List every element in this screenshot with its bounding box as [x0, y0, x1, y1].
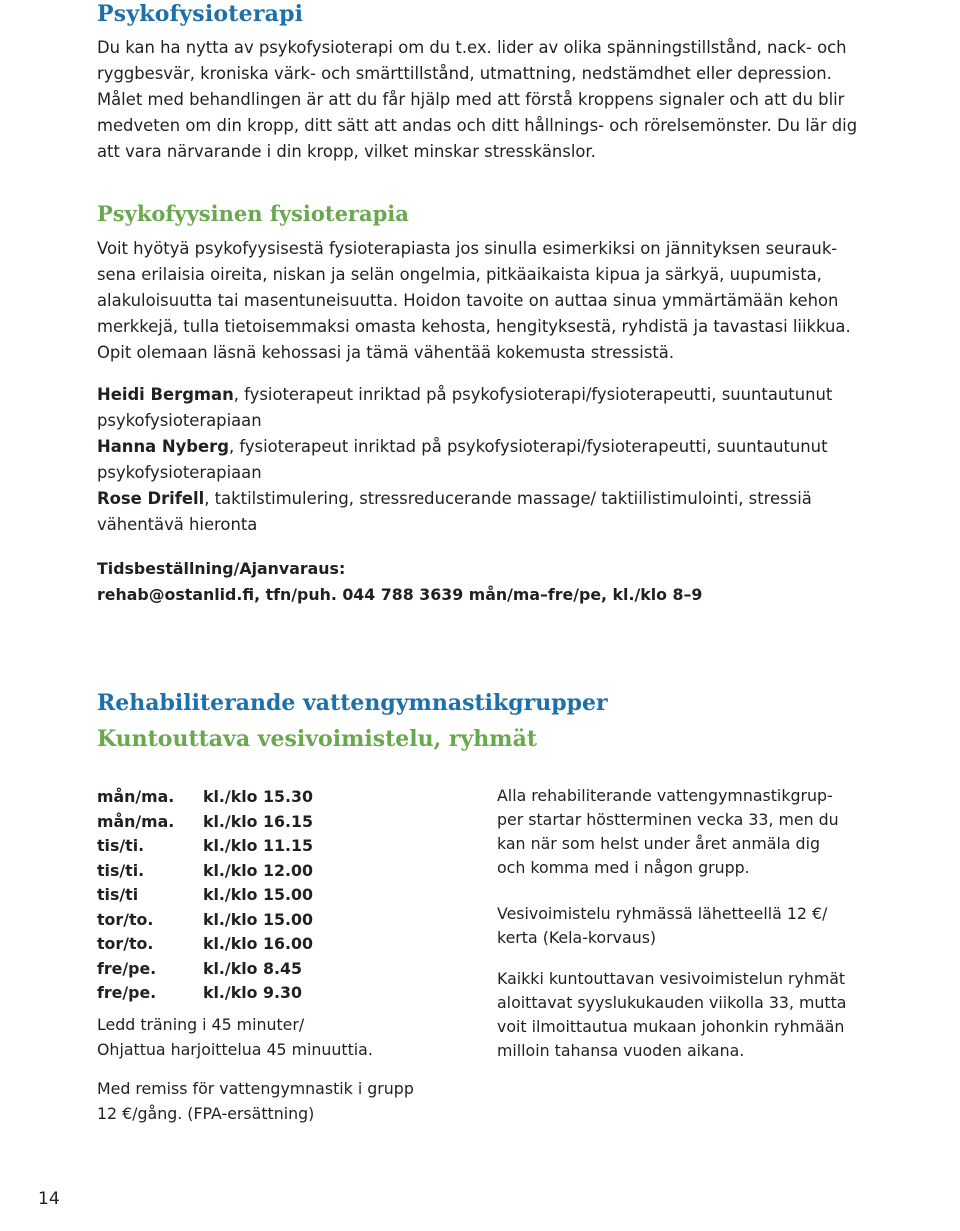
text-line: Opit olemaan läsnä kehossasi ja tämä vähentää kokemusta stressistä. [97, 343, 675, 362]
staff-name: Heidi Bergman [97, 385, 234, 404]
section-title-psykofysioterapi: Psykofysioterapi [97, 1, 304, 27]
staff-role-continued: psykofysioterapiaan [97, 463, 262, 482]
section-title-vattengymnastik: Rehabiliterande vattengymnastikgrupper [97, 690, 608, 716]
staff-entry-rose-drifell [97, 486, 857, 512]
staff-role: , taktilstimulering, stressreducerande massage/ taktiilistimulointi, stressiä [204, 489, 812, 508]
schedule-time: kl./klo 12.00 [203, 860, 313, 880]
text-line: ryggbesvär, kroniska värk- och smärttillstånd, utmattning, nedstämdhet eller depression. [97, 64, 832, 83]
schedule-day: tis/ti. [97, 836, 145, 855]
schedule-day: mån/ma. [97, 787, 175, 806]
text-line: medveten om din kropp, ditt sätt att andas och ditt hållnings- och rörelsemönster. Du lär dig [97, 116, 858, 135]
schedule-time: kl./klo 8.45 [203, 958, 302, 978]
text-line: Ohjattua harjoittelua 45 minuuttia. [97, 1040, 373, 1059]
schedule-time: kl./klo 15.30 [203, 787, 313, 806]
text-line: per startar höstterminen vecka 33, men du [497, 810, 839, 829]
side-paragraph-3 [497, 967, 897, 1063]
schedule-time: kl./klo 15.00 [203, 885, 313, 904]
schedule-time: kl./klo 15.00 [203, 909, 313, 929]
booking-label: Tidsbeställning/Ajanvaraus: [97, 559, 346, 578]
guided-training-note [97, 1012, 373, 1062]
staff-role: , fysioterapeut inriktad på psykofysioterapi/fysioterapeutti, suuntautunut [228, 437, 828, 456]
staff-list [97, 382, 857, 538]
schedule-time: kl./klo 11.15 [203, 836, 313, 855]
booking-info [97, 556, 857, 608]
text-line: sena erilaisia oireita, niskan ja selän ongelmia, pitkäaikaista kipua ja särkyä, uupumista, [97, 265, 822, 284]
side-paragraph-2 [497, 902, 897, 950]
referral-note [97, 1076, 414, 1126]
side-paragraph-1 [497, 784, 897, 880]
staff-entry-hanna-nyberg [97, 434, 857, 460]
text-line: 12 €/gång. (FPA-ersättning) [97, 1104, 315, 1123]
schedule-time: kl./klo 16.15 [203, 811, 313, 831]
text-line: Vesivoimistelu ryhmässä lähetteellä 12 €/ [497, 904, 828, 923]
section-title-psykofyysinen-fysioterapia: Psykofyysinen fysioterapia [97, 201, 409, 226]
text-line: Voit hyötyä psykofyysisestä fysioterapiasta jos sinulla esimerkiksi on jännityksen seurauk- [97, 239, 838, 258]
page-number: 14 [38, 1189, 60, 1209]
text-line: Med remiss för vattengymnastik i grupp [97, 1079, 414, 1098]
text-line: merkkejä, tulla tietoisemmaksi omasta kehosta, hengityksestä, ryhdistä ja tavastasi liikkua. [97, 317, 851, 336]
text-line: alakuloisuutta tai masentuneisuutta. Hoidon tavoite on auttaa sinua ymmärtämään kehon [97, 291, 839, 310]
staff-role-continued: vähentävä hieronta [97, 515, 258, 534]
text-line: Alla rehabiliterande vattengymnastikgrup- [497, 786, 833, 805]
schedule-day: tis/ti [97, 885, 139, 904]
text-line: och komma med i någon grupp. [497, 858, 750, 877]
paragraph-psykofyysinen [97, 236, 857, 366]
text-line: voit ilmoittautua mukaan johonkin ryhmään [497, 1017, 845, 1036]
schedule-time: kl./klo 9.30 [203, 983, 302, 1002]
text-line: att vara närvarande i din kropp, vilket minskar stresskänslor. [97, 142, 596, 161]
schedule-day: tor/to. [97, 909, 154, 929]
staff-role-continued: psykofysioterapiaan [97, 411, 262, 430]
schedule-day: mån/ma. [97, 811, 175, 831]
staff-name: Hanna Nyberg [97, 437, 229, 456]
staff-role: , fysioterapeut inriktad på psykofysioterapi/fysioterapeutti, suuntautunut [233, 385, 833, 404]
section-subtitle-vesivoimistelu: Kuntouttava vesivoimistelu, ryhmät [97, 726, 537, 752]
paragraph-psykofysioterapi [97, 35, 857, 165]
text-line: Kaikki kuntouttavan vesivoimistelun ryhmät [497, 969, 846, 988]
staff-name: Rose Drifell [97, 489, 205, 508]
text-line: Ledd träning i 45 minuter/ [97, 1015, 305, 1034]
text-line: Du kan ha nytta av psykofysioterapi om du t.ex. lider av olika spänningstillstånd, nack- och [97, 38, 847, 57]
text-line: kerta (Kela-korvaus) [497, 928, 657, 947]
schedule-day: fre/pe. [97, 958, 157, 978]
text-line: aloittavat syyslukukauden viikolla 33, mutta [497, 993, 847, 1012]
schedule-day: tis/ti. [97, 860, 145, 880]
text-line: milloin tahansa vuoden aikana. [497, 1041, 745, 1060]
staff-entry-heidi-bergman [97, 382, 857, 408]
schedule-day: tor/to. [97, 934, 154, 953]
schedule-time: kl./klo 16.00 [203, 934, 313, 953]
booking-contact[interactable]: rehab@ostanlid.fi, tfn/puh. 044 788 3639 mån/ma–fre/pe, kl./klo 8–9 [97, 585, 703, 604]
text-line: kan när som helst under året anmäla dig [497, 834, 821, 853]
text-line: Målet med behandlingen är att du får hjälp med att förstå kroppens signaler och att du blir [97, 90, 845, 109]
schedule-day: fre/pe. [97, 983, 157, 1002]
